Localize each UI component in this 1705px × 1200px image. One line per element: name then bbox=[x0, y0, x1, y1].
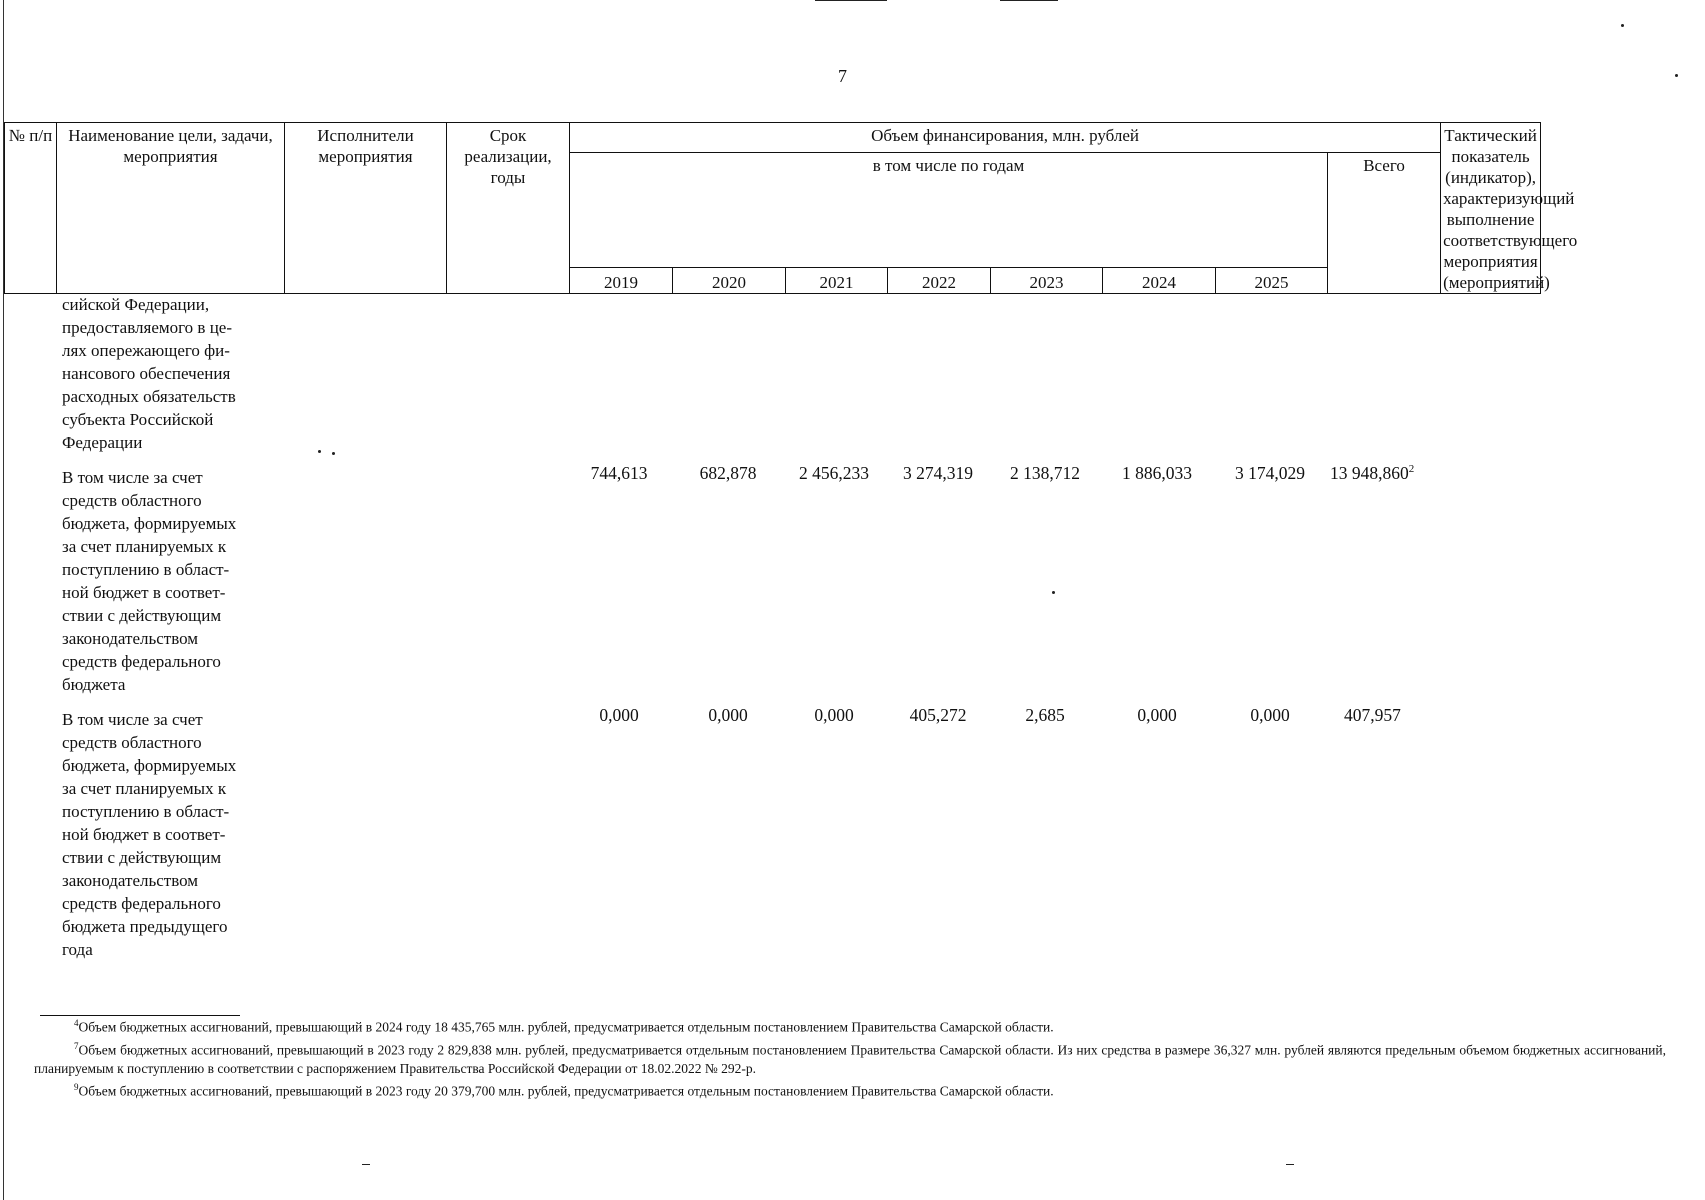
value-2024: 1 886,033 bbox=[1122, 463, 1192, 483]
text-line: года bbox=[62, 940, 93, 959]
text-line: В том числе за счет bbox=[62, 710, 203, 729]
text-line: средств федерального bbox=[62, 894, 221, 913]
text-line: бюджета, формируемых bbox=[62, 514, 237, 533]
header-executors: Исполнители мероприятия bbox=[285, 123, 447, 294]
footnote-mark: 7 bbox=[74, 1040, 79, 1051]
scan-speck bbox=[1621, 24, 1624, 27]
row-description bbox=[62, 293, 278, 454]
text-line: предоставляемого в це- bbox=[62, 318, 233, 337]
scan-mark bbox=[1286, 1164, 1294, 1165]
text-line: Федерации bbox=[62, 433, 143, 452]
header-year: 2021 bbox=[786, 268, 888, 294]
text-line: бюджета, формируемых bbox=[62, 756, 237, 775]
scan-speck bbox=[318, 450, 321, 453]
footnotes bbox=[34, 1014, 1666, 1101]
value-2023: 2,685 bbox=[1025, 705, 1065, 725]
footnote-text: Объем бюджетных ассигнований, превышающий в 2023 году 2 829,838 млн. рублей, предусматривается отдельным постановлением Правительства Самарской области. Из них средства в размере 36,327 млн. рублей являются предельным объемом бюджетных ассигнований, планируемым к поступлению в соответствии с распоряжением Правительства Российской Федерации от 18.02.2022 № 292-р. bbox=[34, 1042, 1666, 1076]
scan-mark bbox=[362, 1164, 370, 1165]
footnote bbox=[34, 1078, 1666, 1101]
text-line: бюджета предыдущего bbox=[62, 917, 228, 936]
footnote-mark: 9 bbox=[74, 1082, 79, 1092]
header-funding: Объем финансирования, млн. рублей bbox=[570, 123, 1441, 153]
scan-mark bbox=[815, 0, 887, 1]
text-line: законодательством bbox=[62, 629, 199, 648]
footnote bbox=[34, 1014, 1666, 1037]
scan-speck bbox=[332, 452, 335, 455]
footnote-text: Объем бюджетных ассигнований, превышающий в 2024 году 18 435,765 млн. рублей, предусматривается отдельным постановлением Правительства Самарской области. bbox=[78, 1019, 1054, 1035]
text-line: ной бюджет в соответ- bbox=[62, 825, 226, 844]
text-line: лях опережающего фи- bbox=[62, 341, 230, 360]
header-year: 2020 bbox=[673, 268, 786, 294]
value-2019: 744,613 bbox=[590, 463, 648, 483]
text-line: сийской Федерации, bbox=[62, 295, 210, 314]
page-number: 7 bbox=[838, 66, 847, 86]
text-line: ствии с действующим bbox=[62, 606, 222, 625]
value-2022: 405,272 bbox=[909, 705, 967, 725]
text-line: нансового обеспечения bbox=[62, 364, 231, 383]
text-line: за счет планируемых к bbox=[62, 779, 227, 798]
value-2021: 0,000 bbox=[814, 705, 854, 725]
text-line: В том числе за счет bbox=[62, 468, 203, 487]
footnote-text: Объем бюджетных ассигнований, превышающий в 2023 году 20 379,700 млн. рублей, предусматривается отдельным постановлением Правительства Самарской области. bbox=[78, 1083, 1054, 1099]
header-year: 2024 bbox=[1103, 268, 1216, 294]
value-2023: 2 138,712 bbox=[1010, 463, 1080, 483]
text-line: поступлению в област- bbox=[62, 560, 230, 579]
row-description bbox=[62, 708, 278, 961]
value-2019: 0,000 bbox=[599, 705, 639, 725]
header-year: 2025 bbox=[1216, 268, 1328, 294]
text-line: ной бюджет в соответ- bbox=[62, 583, 226, 602]
header-year: 2019 bbox=[570, 268, 673, 294]
value-total: 407,957 bbox=[1344, 705, 1401, 725]
text-line: средств федерального bbox=[62, 652, 221, 671]
header-term: Срок реализации, годы bbox=[447, 123, 570, 294]
text-line: средств областного bbox=[62, 491, 202, 510]
value-2025: 0,000 bbox=[1250, 705, 1290, 725]
value-2020: 682,878 bbox=[699, 463, 757, 483]
header-indicator: Тактический показатель (индикатор), характеризующий выполнение соответствующего мероприятия (мероприятий) bbox=[1441, 123, 1541, 294]
footnote-mark: 4 bbox=[74, 1018, 79, 1028]
text-line: бюджета bbox=[62, 675, 126, 694]
total-value: 13 948,860 bbox=[1330, 463, 1409, 483]
scan-speck bbox=[1675, 74, 1678, 77]
footnote-ref: 2 bbox=[1408, 463, 1415, 476]
value-2025: 3 174,029 bbox=[1235, 463, 1305, 483]
value-2024: 0,000 bbox=[1137, 705, 1177, 725]
text-line: расходных обязательств bbox=[62, 387, 236, 406]
text-line: средств областного bbox=[62, 733, 202, 752]
footnote bbox=[34, 1037, 1666, 1079]
text-line: за счет планируемых к bbox=[62, 537, 227, 556]
scan-mark bbox=[1000, 0, 1058, 1]
header-year: 2022 bbox=[888, 268, 991, 294]
value-2021: 2 456,233 bbox=[799, 463, 869, 483]
text-line: поступлению в област- bbox=[62, 802, 230, 821]
scan-speck bbox=[1052, 591, 1055, 594]
header-number: № п/п bbox=[5, 123, 57, 294]
row-description bbox=[62, 466, 278, 696]
text-line: субъекта Российской bbox=[62, 410, 214, 429]
header-by-years: в том числе по годам bbox=[570, 153, 1328, 268]
header-total: Всего bbox=[1328, 153, 1441, 294]
text-line: законодательством bbox=[62, 871, 199, 890]
value-2020: 0,000 bbox=[708, 705, 748, 725]
header-name: Наименование цели, задачи, мероприятия bbox=[57, 123, 285, 294]
text-line: ствии с действующим bbox=[62, 848, 222, 867]
value-2022: 3 274,319 bbox=[903, 463, 973, 483]
value-total bbox=[1330, 463, 1440, 484]
header-year: 2023 bbox=[991, 268, 1103, 294]
